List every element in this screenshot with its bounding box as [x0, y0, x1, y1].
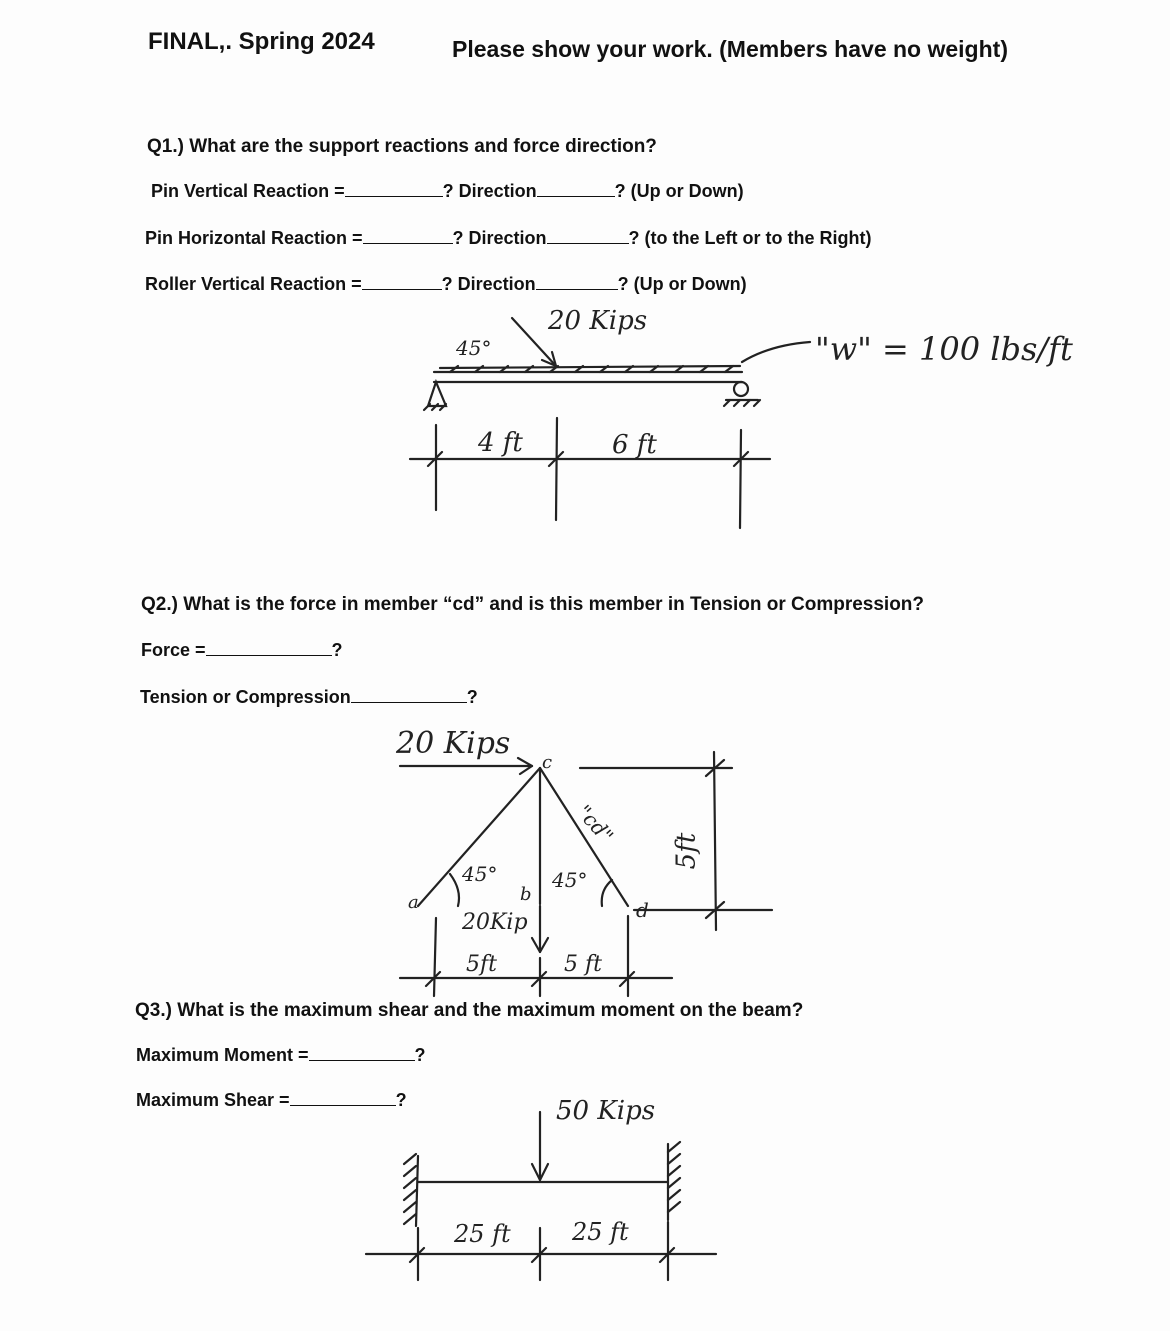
q2-node-d: d — [636, 898, 649, 922]
answer-blank[interactable] — [351, 686, 467, 703]
q3-shear-label: Maximum Shear = — [136, 1090, 290, 1110]
answer-blank[interactable] — [345, 180, 443, 197]
answer-blank[interactable] — [536, 273, 618, 290]
q3-dim-left: 25 ft — [454, 1220, 511, 1248]
q1-row-mid: ? Direction — [452, 228, 547, 248]
q1-row-end: ? (Up or Down) — [617, 274, 747, 294]
q1-row-label: Pin Vertical Reaction = — [151, 181, 345, 201]
q1-angle-label: 45° — [456, 336, 492, 360]
q2-angle-left: 45° — [462, 862, 498, 886]
q3-shear-end: ? — [395, 1090, 407, 1110]
answer-blank[interactable] — [363, 227, 453, 244]
answer-blank[interactable] — [290, 1089, 396, 1106]
q1-row-end: ? (to the Left or to the Right) — [628, 228, 872, 248]
q2-member-label: "cd" — [572, 800, 619, 848]
q1-question: Q1.) What are the support reactions and force direction? — [147, 136, 657, 157]
q2-force-row — [141, 639, 343, 661]
q3-shear-row — [136, 1089, 407, 1111]
answer-blank[interactable] — [537, 180, 615, 197]
q1-row-mid: ? Direction — [441, 274, 536, 294]
q1-dim-right: 6 ft — [612, 430, 657, 460]
q1-row-label: Roller Vertical Reaction = — [145, 274, 362, 294]
q2-node-c: c — [542, 752, 553, 773]
q2-tc-label: Tension or Compression — [140, 687, 351, 707]
q2-force-end: ? — [331, 640, 343, 660]
answer-blank[interactable] — [309, 1044, 415, 1061]
q1-row-label: Pin Horizontal Reaction = — [145, 228, 363, 248]
q1-row-end: ? (Up or Down) — [614, 181, 744, 201]
q2-tc-end: ? — [466, 687, 478, 707]
q2-question: Q2.) What is the force in member “cd” and is this member in Tension or Compression? — [141, 594, 925, 615]
q1-dim-left: 4 ft — [478, 428, 523, 458]
q2-bottom-load-label: 20Kip — [462, 910, 528, 935]
q1-row-roller-vertical — [145, 273, 747, 295]
q3-question: Q3.) What is the maximum shear and the maximum moment on the beam? — [135, 1000, 804, 1021]
q2-dim-right: 5 ft — [564, 952, 602, 977]
q3-dim-right: 25 ft — [572, 1218, 629, 1246]
answer-blank[interactable] — [206, 639, 332, 656]
instructions: Please show your work. (Members have no weight) — [452, 36, 1008, 62]
answer-blank[interactable] — [547, 227, 629, 244]
q3-moment-end: ? — [414, 1045, 426, 1065]
q1-row-pin-vertical — [151, 180, 744, 202]
answer-blank[interactable] — [362, 273, 442, 290]
q1-row-mid: ? Direction — [442, 181, 537, 201]
q2-node-a: a — [408, 892, 419, 913]
q3-moment-row — [136, 1044, 426, 1066]
q2-force-label: Force = — [141, 640, 206, 660]
q3-moment-label: Maximum Moment = — [136, 1045, 309, 1065]
q2-dim-left: 5ft — [466, 952, 497, 977]
q2-node-b: b — [520, 884, 532, 905]
q2-height-label: 5ft — [671, 832, 702, 870]
q1-distributed-load-label: "w" = 100 lbs/ft — [815, 330, 1073, 368]
q3-load-label: 50 Kips — [556, 1096, 656, 1126]
q2-tc-row — [140, 686, 478, 708]
q2-angle-right: 45° — [552, 868, 588, 892]
exam-title: FINAL,. Spring 2024 — [148, 28, 375, 55]
q1-row-pin-horizontal — [145, 227, 872, 249]
q1-load-label: 20 Kips — [548, 306, 648, 336]
q2-top-load-label: 20 Kips — [396, 726, 511, 761]
